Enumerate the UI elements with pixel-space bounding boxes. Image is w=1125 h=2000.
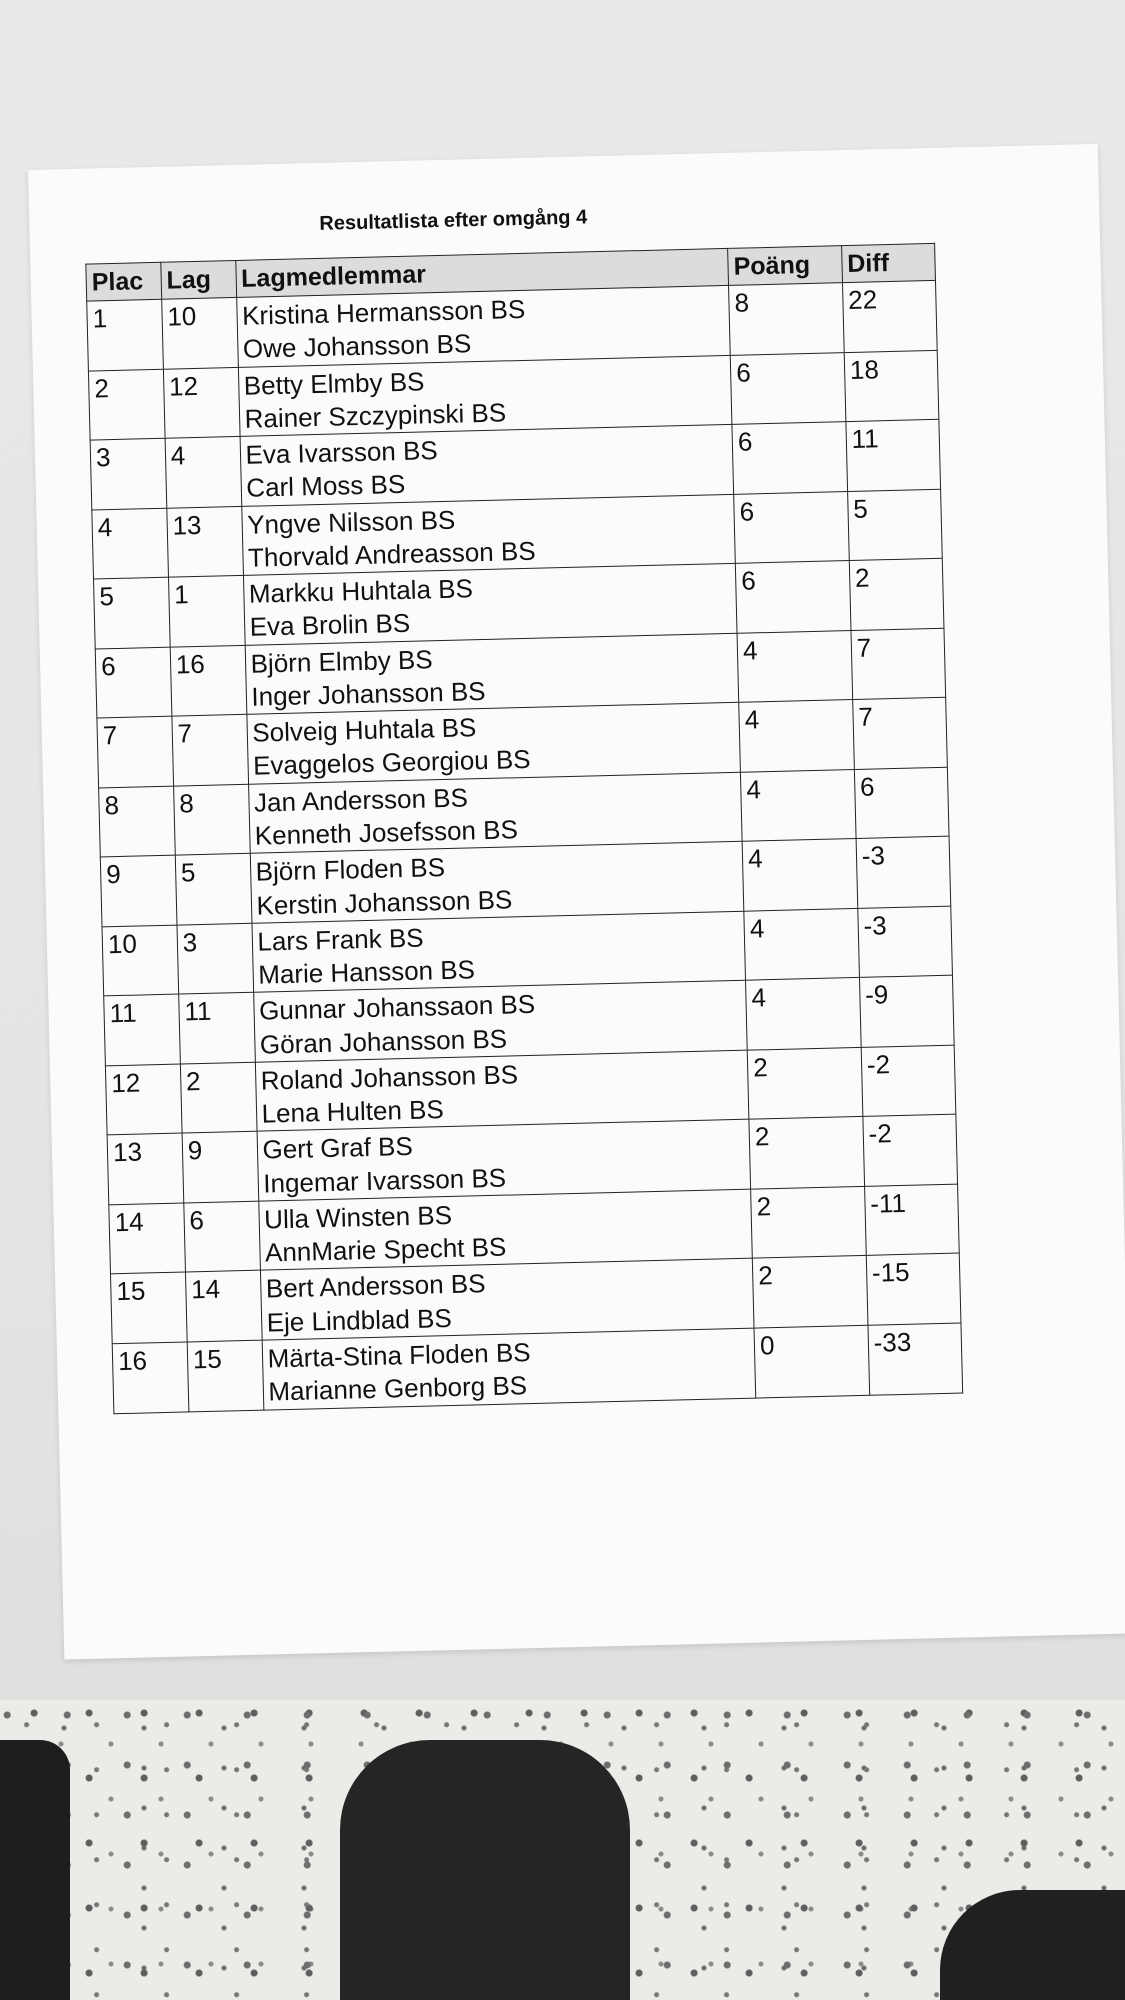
cell-members [240,424,734,506]
cell-poang: 6 [735,561,850,633]
cell-diff: 2 [849,558,944,630]
cell-plac: 4 [92,508,168,579]
cell-members [250,842,744,924]
cell-lag: 3 [177,923,253,994]
cell-diff: -3 [858,906,953,978]
cell-members [241,494,735,576]
team-member: Ingemar Ivarsson BS [262,1162,507,1199]
cell-plac: 16 [112,1342,188,1413]
header-lag: Lag [161,260,237,299]
cell-plac: 2 [88,369,164,440]
team-member: Märta-Stina Floden BS [267,1337,531,1374]
team-member: Lena Hulten BS [261,1094,445,1129]
cell-plac: 5 [94,577,170,648]
team-member: Eva Brolin BS [249,608,411,643]
cell-poang: 0 [754,1325,869,1397]
cell-poang: 4 [742,839,857,911]
cell-members [238,355,732,437]
cell-poang: 2 [751,1186,866,1258]
team-member: Eva Ivarsson BS [245,435,439,470]
team-member: Bert Andersson BS [265,1268,486,1304]
cell-lag: 15 [187,1340,263,1411]
team-member: Björn Elmby BS [250,643,434,679]
cell-plac: 9 [100,855,176,926]
team-member: Roland Johansson BS [260,1059,519,1096]
cell-poang: 2 [752,1256,867,1328]
cell-plac: 10 [102,925,178,996]
team-member: Evaggelos Georgiou BS [252,744,531,782]
cell-plac: 15 [111,1272,187,1343]
team-member: Rainer Szczypinski BS [244,397,507,434]
cell-diff: 6 [854,767,949,839]
cell-lag: 2 [180,1062,256,1133]
cell-plac: 1 [87,299,163,370]
team-member: Marie Hansson BS [257,954,476,990]
cell-members [253,981,747,1063]
team-member: Betty Elmby BS [243,365,425,401]
cell-diff: -9 [859,975,954,1047]
team-member: Thorvald Andreasson BS [247,535,536,573]
shoe-center [340,1740,630,2000]
cell-diff: -33 [868,1323,963,1395]
cell-diff: -11 [864,1184,959,1256]
results-table [85,243,963,1414]
cell-lag: 1 [168,575,244,646]
team-member: Gunnar Johanssaon BS [258,989,536,1026]
cell-members [243,563,737,645]
cell-poang: 6 [734,491,849,563]
cell-lag: 7 [172,715,248,786]
cell-plac: 7 [97,716,173,787]
cell-diff: 22 [842,280,937,352]
team-member: Owe Johansson BS [242,328,472,365]
cell-lag: 4 [165,436,241,507]
cell-lag: 10 [161,297,237,368]
cell-members [236,285,730,367]
cell-plac: 3 [90,438,166,509]
cell-plac: 14 [109,1203,185,1274]
header-plac: Plac [86,262,162,301]
cell-lag: 8 [173,784,249,855]
team-member: Kenneth Josefsson BS [254,814,519,851]
cell-members [246,702,740,784]
cell-plac: 8 [99,786,175,857]
cell-members [260,1259,754,1341]
team-member: Björn Floden BS [255,852,446,887]
cell-poang: 4 [741,769,856,841]
cell-diff: 11 [846,419,941,491]
cell-plac: 6 [95,647,171,718]
cell-poang: 6 [732,422,847,494]
cell-poang: 2 [749,1117,864,1189]
cell-diff: 5 [847,489,942,561]
cell-poang: 4 [739,700,854,772]
cell-members [245,633,739,715]
header-lagmedlemmar: Lagmedlemmar [235,248,728,297]
cell-lag: 12 [163,367,239,438]
cell-poang: 4 [746,978,861,1050]
results-body [87,280,963,1413]
results-sheet [28,144,1125,1660]
team-member: Kristina Hermansson BS [241,293,526,331]
cell-members [258,1189,752,1271]
cell-lag: 11 [178,993,254,1064]
team-member: Göran Johansson BS [259,1023,508,1060]
team-member: Marianne Genborg BS [268,1370,528,1407]
cell-members [257,1120,751,1202]
cell-lag: 6 [184,1201,260,1272]
cell-members [248,772,742,854]
team-member: AnnMarie Specht BS [264,1231,507,1268]
cell-lag: 13 [167,506,243,577]
cell-lag: 5 [175,854,251,925]
cell-diff: 7 [851,628,946,700]
team-member: Gert Graf BS [262,1131,414,1165]
cell-diff: -15 [866,1254,961,1326]
cell-lag: 9 [182,1132,258,1203]
team-member: Yngve Nilsson BS [246,504,456,540]
team-member: Carl Moss BS [245,469,406,504]
cell-plac: 13 [107,1133,183,1204]
team-member: Lars Frank BS [257,922,424,957]
cell-diff: -3 [856,836,951,908]
cell-poang: 2 [747,1047,862,1119]
cell-diff: -2 [863,1114,958,1186]
cell-poang: 4 [744,908,859,980]
team-member: Inger Johansson BS [251,675,486,712]
cell-diff: 18 [844,350,939,422]
cell-poang: 6 [730,352,845,424]
sheet-title: Resultatlista efter omgång 4 [319,206,588,235]
cell-lag: 14 [185,1271,261,1342]
cell-diff: -2 [861,1045,956,1117]
cell-diff: 7 [852,697,947,769]
team-member: Solveig Huhtala BS [251,712,477,748]
cell-lag: 16 [170,645,246,716]
cell-members [262,1328,756,1410]
header-diff: Diff [841,243,935,282]
team-member: Markku Huhtala BS [248,573,474,609]
cell-plac: 11 [104,994,180,1065]
cell-members [255,1050,749,1132]
cell-plac: 12 [105,1064,181,1135]
cell-poang: 8 [729,283,844,355]
team-member: Jan Andersson BS [253,782,469,818]
team-member: Kerstin Johansson BS [256,883,513,921]
team-member: Eje Lindblad BS [266,1302,453,1338]
shoe-left [0,1740,70,2000]
team-member: Ulla Winsten BS [263,1199,453,1235]
cell-poang: 4 [737,630,852,702]
header-poang: Poäng [728,246,843,286]
cell-members [251,911,745,993]
